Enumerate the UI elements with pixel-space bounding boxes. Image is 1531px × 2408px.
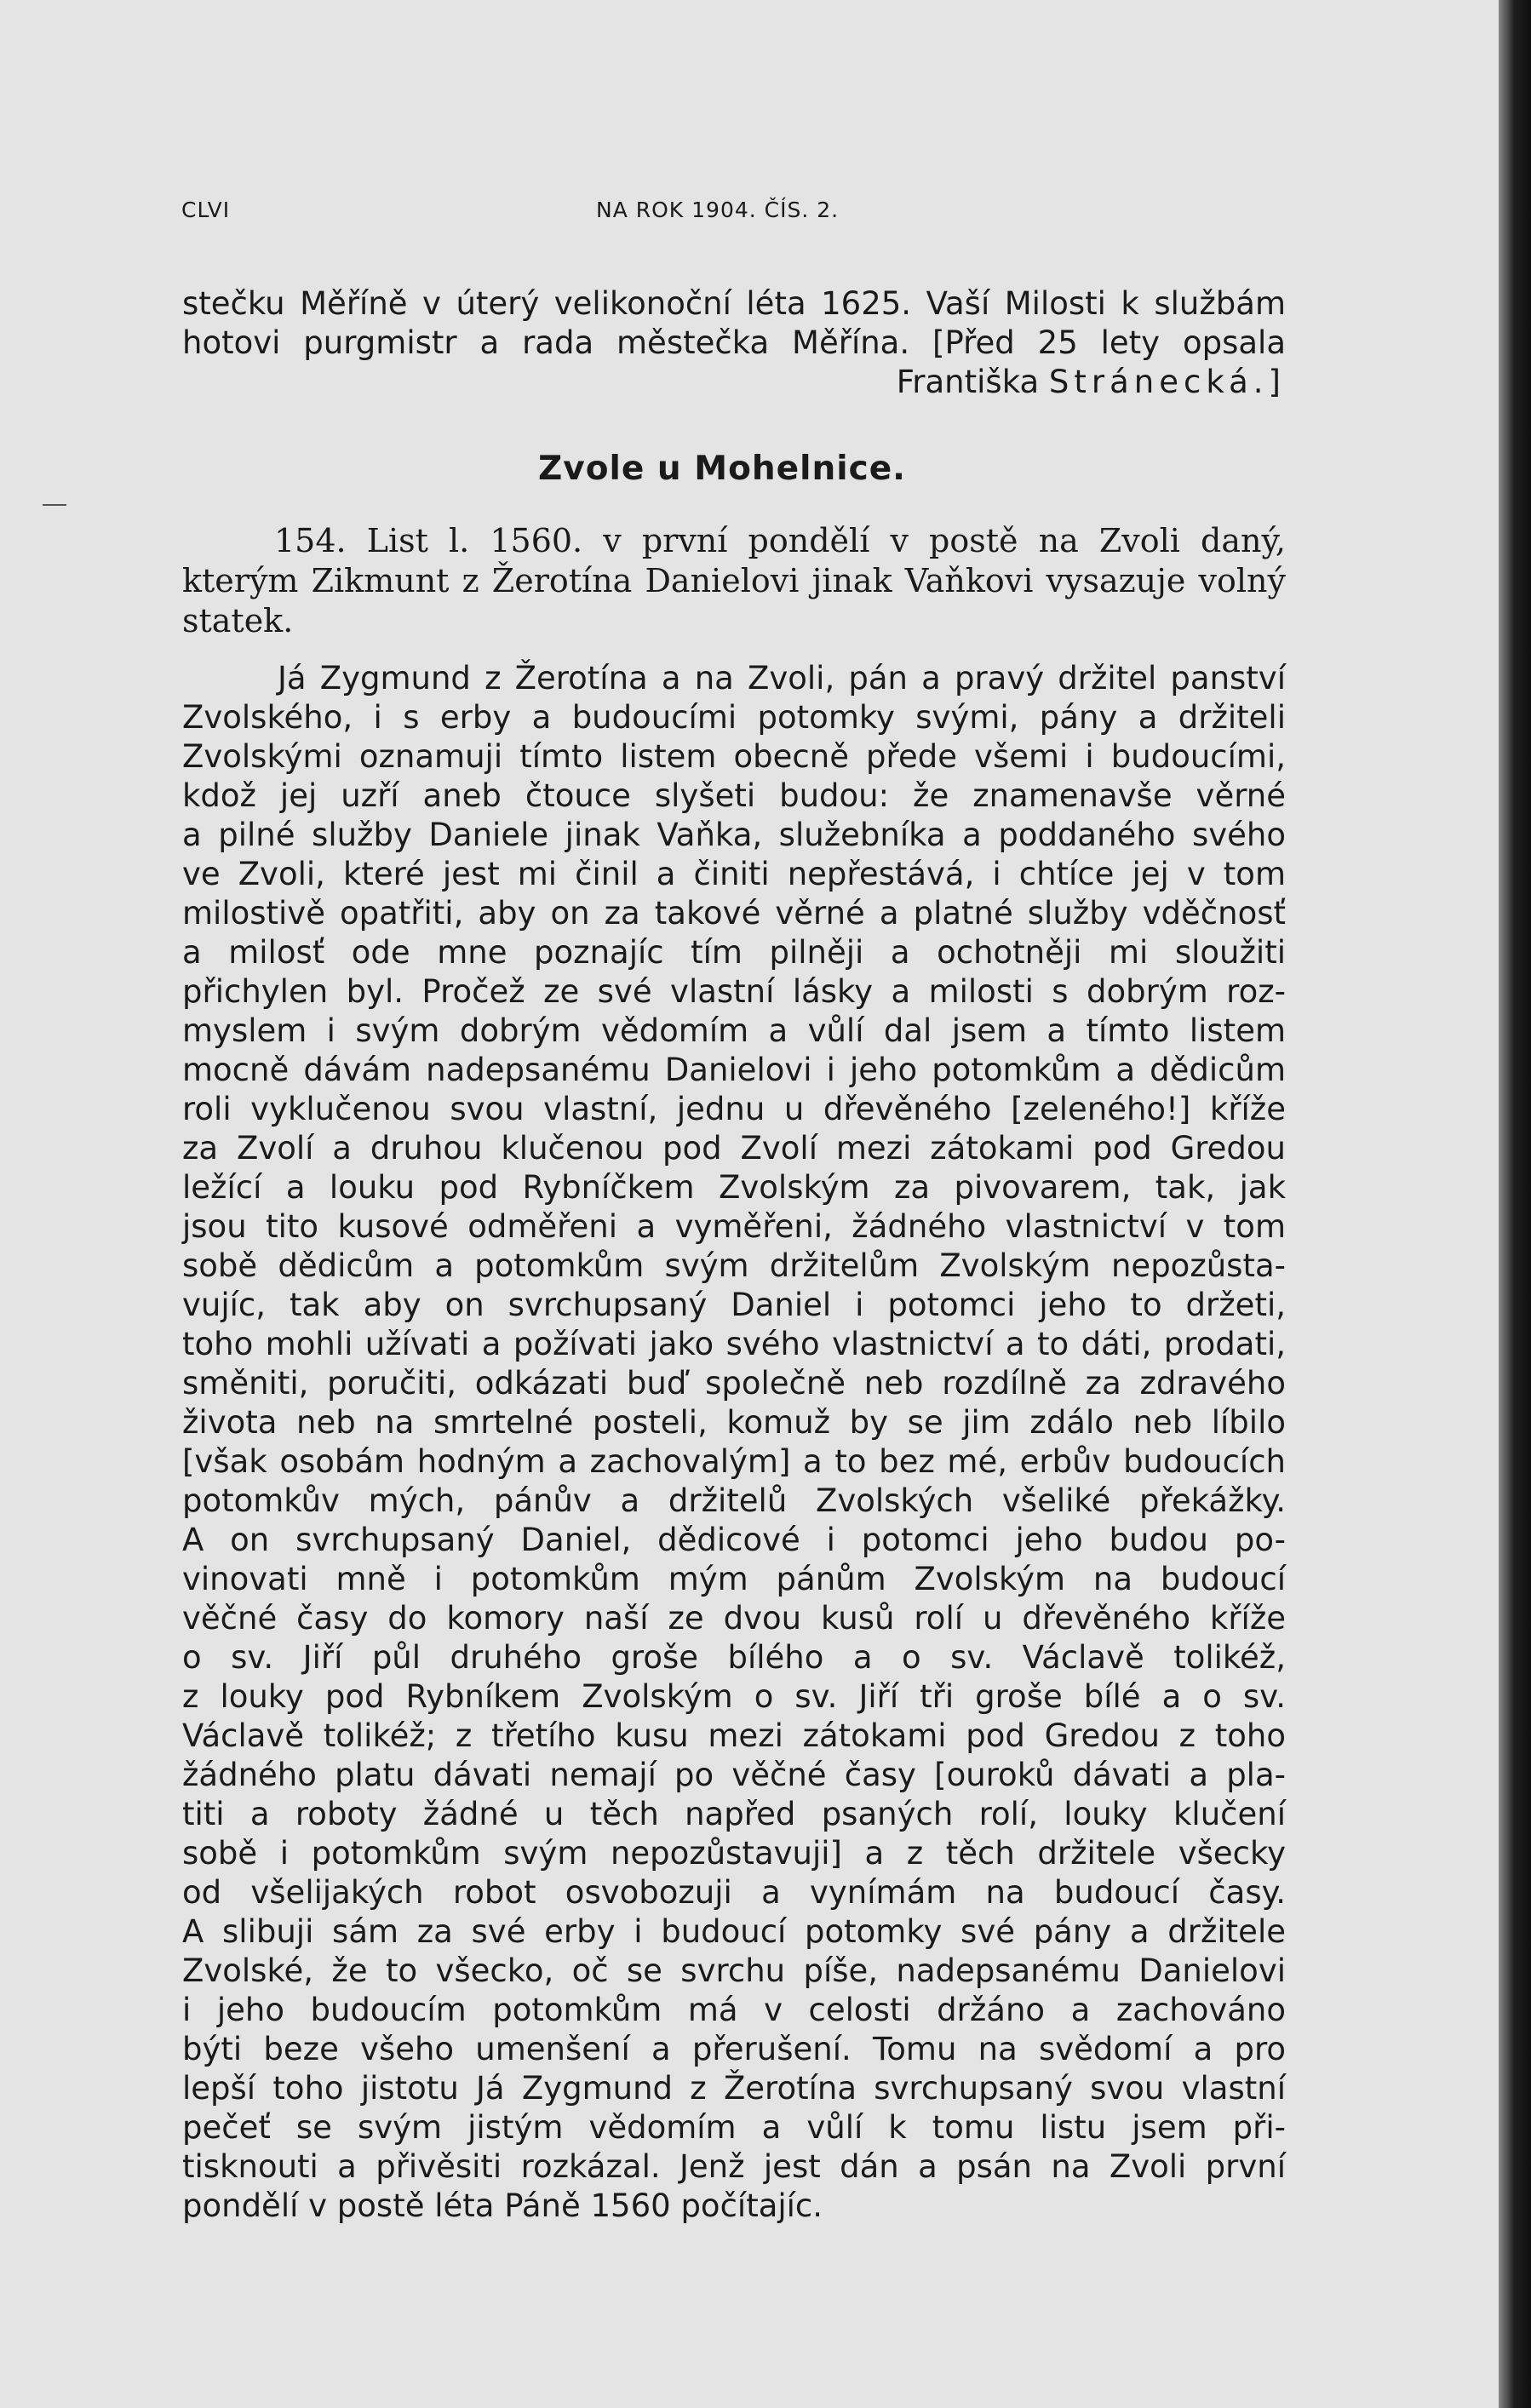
signature-name: Stránecká.] — [1048, 364, 1286, 400]
body-line: A on svrchupsaný Daniel, dědicové i potomci jeho budou po- — [182, 1522, 1286, 1558]
body-line: [však osobám hodným a zachovalým] a to bez mé, erbův budoucích — [182, 1443, 1286, 1480]
body-line: mocně dávám nadepsanému Danielovi i jeho potomkům a dědicům — [182, 1052, 1286, 1088]
body-line: o sv. Jiří půl druhého groše bílého a o sv. Václavě tolikéž, — [182, 1639, 1286, 1676]
body-line: býti beze všeho umenšení a přerušení. Tomu na svědomí a pro — [182, 2031, 1286, 2067]
body-line: Václavě tolikéž; z třetího kusu mezi zátokami pod Gredou z toho — [182, 1717, 1286, 1754]
body-line: a milosť ode mne poznajíc tím pilněji a ochotněji mi sloužiti — [182, 934, 1286, 971]
body-line: Já Zygmund z Žerotína a na Zvoli, pán a pravý držitel panství — [278, 660, 1286, 697]
previous-entry-ending — [182, 284, 1286, 402]
body-line: lepší toho jistotu Já Zygmund z Žerotína svrchupsaný svou vlastní — [182, 2070, 1286, 2107]
body-line: jsou tito kusové odměřeni a vyměřeni, žádného vlastnictví v tom — [182, 1208, 1286, 1245]
signature-prefix: Františka — [896, 364, 1049, 400]
body-line: i jeho budoucím potomkům má v celosti držáno a zachováno — [182, 1992, 1286, 2028]
charter-body — [182, 659, 1286, 2226]
body-line: myslem i svým dobrým vědomím a vůlí dal jsem a tímto listem — [182, 1012, 1286, 1049]
text-line: stečku Měříně v úterý velikonoční léta 1625. Vaší Milosti k službám — [182, 285, 1286, 322]
body-line: pondělí v postě léta Páně 1560 počítajíc. — [182, 2187, 823, 2224]
folio-number: CLVI — [181, 198, 231, 222]
margin-mark — [43, 504, 66, 506]
body-line: Zvolského, i s erby a budoucími potomky svými, pány a držiteli — [182, 699, 1286, 736]
body-line: tisknouti a přivěsiti rozkázal. Jenž jest dán a psán na Zvoli první — [182, 2148, 1286, 2185]
body-line: pečeť se svým jistým vědomím a vůlí k tomu listu jsem při- — [182, 2109, 1286, 2146]
body-line: ve Zvoli, které jest mi činil a činiti nepřestává, i chtíce jej v tom — [182, 856, 1286, 892]
body-line: milostivě opatřiti, aby on za takové věrné a platné služby vděčnosť — [182, 895, 1286, 932]
body-line: Zvolskými oznamuji tímto listem obecně přede všemi i budoucími, — [182, 738, 1286, 775]
running-title: NA ROK 1904. ČÍS. 2. — [596, 198, 840, 222]
body-line: vinovati mně i potomkům mým pánům Zvolským na budoucí — [182, 1561, 1286, 1597]
body-line: sobě dědicům a potomkům svým držitelům Zvolským nepozůsta- — [182, 1247, 1286, 1284]
body-line: přichylen byl. Pročež ze své vlastní lásky a milosti s dobrým roz- — [182, 973, 1286, 1010]
body-line: titi a roboty žádné u těch napřed psaných rolí, louky klučení — [182, 1796, 1286, 1832]
charter-regest — [182, 521, 1286, 641]
text-line: hotovi purgmistr a rada městečka Měřína. [Před 25 lety opsala — [182, 324, 1286, 361]
body-line: sobě i potomkům svým nepozůstavuji] a z těch držitele všecky — [182, 1835, 1286, 1872]
body-line: ležící a louku pod Rybníčkem Zvolským za pivovarem, tak, jak — [182, 1169, 1286, 1206]
body-line: z louky pod Rybníkem Zvolským o sv. Jiří tři groše bílé a o sv. — [182, 1678, 1286, 1715]
body-line: vujíc, tak aby on svrchupsaný Daniel i potomci jeho to držeti, — [182, 1287, 1286, 1323]
body-line: potomkův mých, pánův a držitelů Zvolských všeliké překážky. — [182, 1482, 1286, 1519]
body-line: směniti, poručiti, odkázati buď společně neb rozdílně za zdravého — [182, 1365, 1286, 1402]
regest-line: statek. — [182, 602, 294, 639]
body-line: žádného platu dávati nemají po věčné časy [ouroků dávati a pla- — [182, 1757, 1286, 1793]
scan-edge — [1499, 0, 1531, 2408]
regest-line: kterým Zikmunt z Žerotína Danielovi jinak Vaňkovi vysazuje volný — [182, 562, 1286, 599]
signature — [182, 363, 1286, 402]
body-line: Zvolské, že to všecko, oč se svrchu píše, nadepsanému Danielovi — [182, 1952, 1286, 1989]
body-line: života neb na smrtelné posteli, komuž by se jim zdálo neb líbilo — [182, 1404, 1286, 1441]
body-line: A slibuji sám za své erby i budoucí potomky své pány a držitele — [182, 1913, 1286, 1950]
body-line: věčné časy do komory naší ze dvou kusů rolí u dřevěného kříže — [182, 1600, 1286, 1637]
regest-line: 154. List l. 1560. v první pondělí v postě na Zvoli daný, — [274, 522, 1286, 559]
body-line: od všelijakých robot osvobozuji a vynímám na budoucí časy. — [182, 1874, 1286, 1911]
body-line: roli vyklučenou svou vlastní, jednu u dřevěného [zeleného!] kříže — [182, 1091, 1286, 1127]
body-line: kdož jej uzří aneb čtouce slyšeti budou: že znamenavše věrné — [182, 777, 1286, 814]
body-line: za Zvolí a druhou klučenou pod Zvolí mezi zátokami pod Gredou — [182, 1130, 1286, 1167]
body-line: a pilné služby Daniele jinak Vaňka, služebníka a poddaného svého — [182, 817, 1286, 853]
body-line: toho mohli užívati a požívati jako svého vlastnictví a to dáti, prodati, — [182, 1326, 1286, 1362]
section-heading: Zvole u Mohelnice. — [538, 450, 906, 488]
